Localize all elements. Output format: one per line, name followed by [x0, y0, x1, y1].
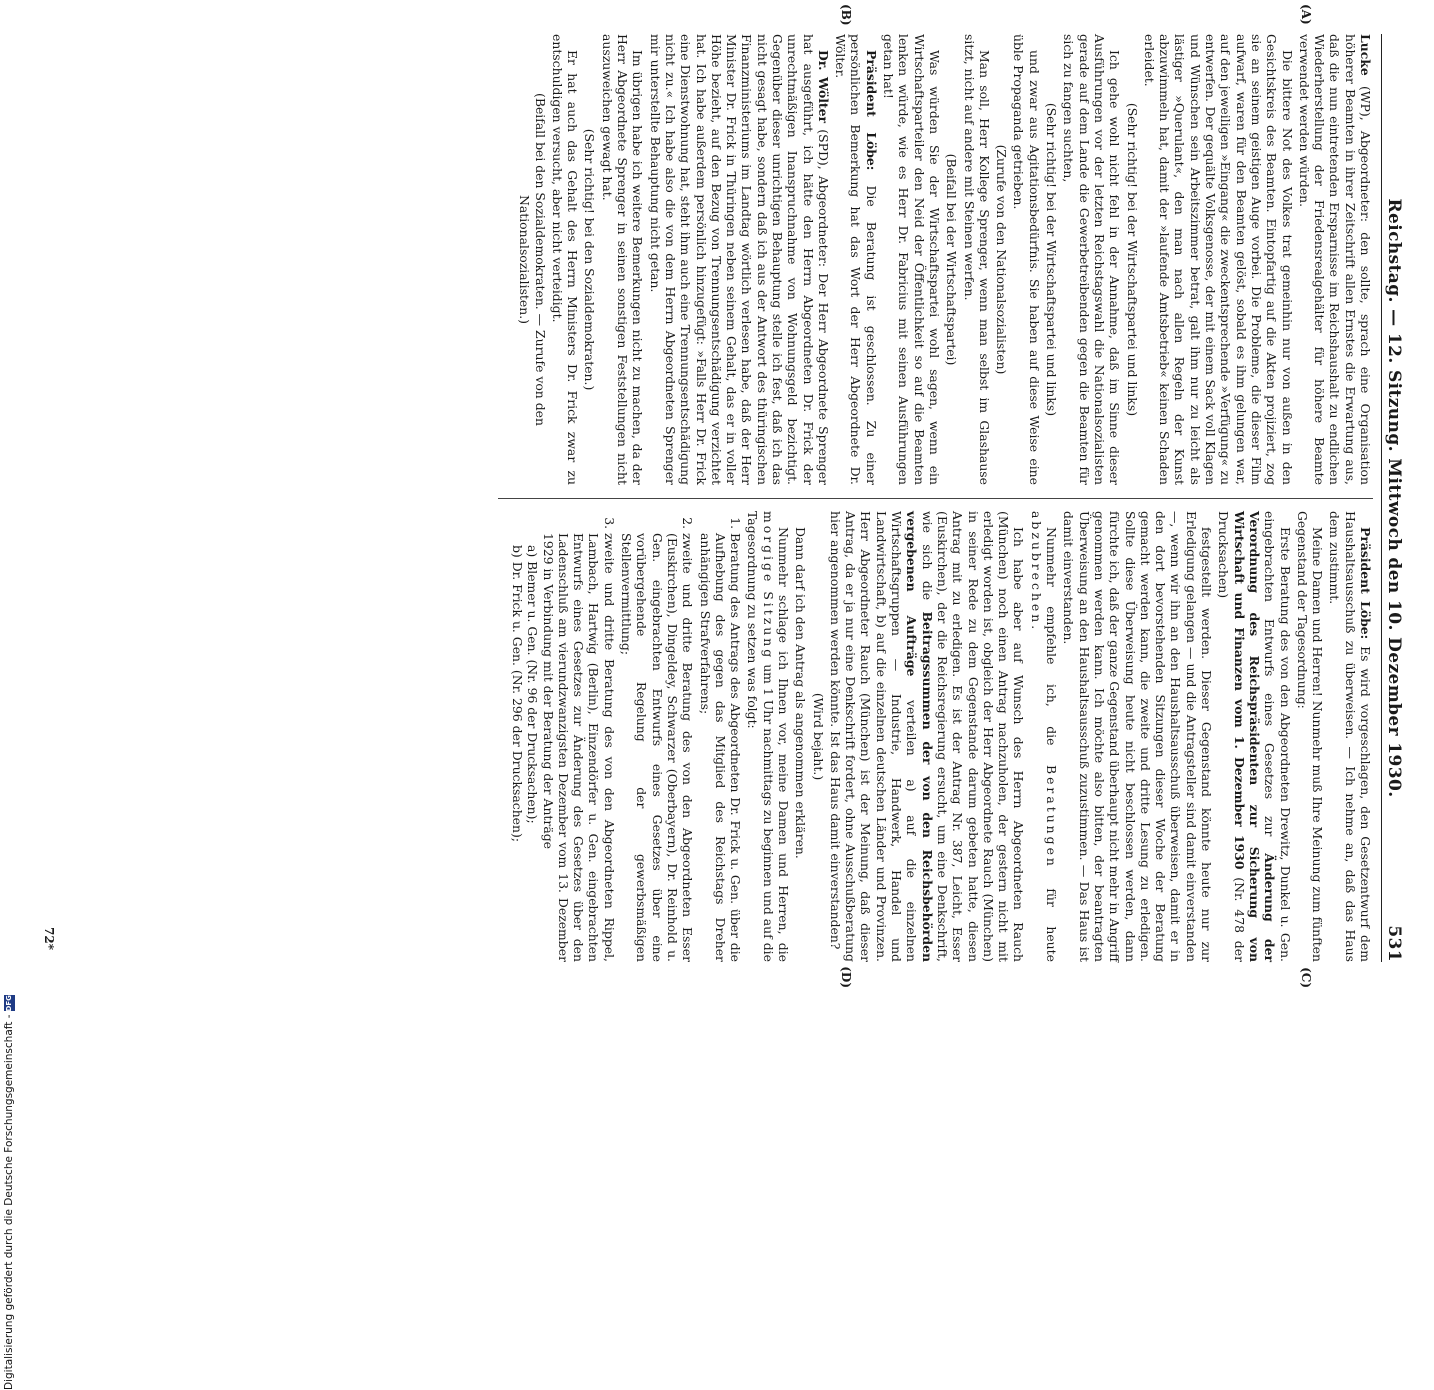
- spaced-text: abzubrechen.: [1028, 511, 1044, 633]
- margin-tag-d: (D): [839, 966, 853, 988]
- text-run: um 1 Uhr nachmittags zu beginnen und auf die Tagesordnung zu setzen was folgt:: [745, 511, 776, 962]
- sub-item: b) Dr. Frick u. Gen. (Nr. 296 der Drucksachen);: [509, 545, 525, 842]
- speaker-name: Präsident Löbe:: [1358, 527, 1373, 640]
- speech-text: Die Beratung ist geschlossen. Zu einer persönlichen Bemerkung hat das Wort der Herr Abgeordnete Dr. Wölter.: [833, 34, 879, 485]
- left-column: [508, 4, 1373, 485]
- agenda-list-item: [510, 533, 617, 962]
- agenda-text: Erste Beratung des von den Abgeordneten Drewitz, Dunkel u. Gen. eingebrachten Entwurfs eines Gesetzes zur: [1262, 511, 1293, 962]
- credit-text: Digitalisierung gefördert durch die Deutsche Forschungsgemeinschaft -: [3, 1014, 15, 1390]
- text-run: Ich habe aber auf Wunsch des Herrn Abgeordneten Rauch (München) noch einen Antrag nachzuholen, der gestern nicht mit erledigt worden ist, obgleich der Herr Abgeordnete Rauch (München) in seiner Rede zu dem Gegenstande darum gebeten hatte, diesen Antrag mit zu erledigen. Es ist der Antrag Nr. 387, Leicht, Esser (Euskirchen), der die Reichsregierung ersucht, um eine Denkschrift, wie sich die: [919, 511, 1027, 962]
- right-column: [508, 511, 1373, 988]
- agenda-list-item: 2. zweite und dritte Beratung des von den Abgeordneten Esser (Euskirchen), Dingeldey, Schwarzer (Oberbayern), Dr. Reinhold u. Gen. eingebrachten Entwurfs eines Gesetzes über eine vorübergehende Regelung der gewerbsmäßigen Stellenvermittlung;: [619, 533, 695, 962]
- interjection: (Sehr richtig! bei den Sozialdemokraten.): [582, 128, 598, 391]
- margin-tag-a: (A): [1299, 4, 1313, 25]
- paragraph: Meine Damen und Herren! Nunmehr muß Ihre Meinung zum fünften Gegenstand der Tagesordnung:: [1294, 511, 1326, 962]
- margin-tag-c: (C): [1299, 967, 1313, 988]
- paragraph: Er hat auch das Gehalt des Herrn Ministers Dr. Frick zwar zu entschuldigen versucht, aber nicht verteidigt.: [549, 34, 581, 485]
- page-header: [1381, 34, 1404, 962]
- text-run: Nunmehr schlage ich Ihnen vor, meine Damen und Herren, die: [776, 527, 792, 962]
- speech-text: (WP), Abgeordneter: den sollte, sprach eine Organisation höherer Beamten in ihrer Zeitschrift allen Ernstes die Erwartung aus, daß die nun eintretenden Ersparnisse im Reichshaushalt zu endlichen Wiederherstellung der Friedensrealgehälter für höhere Beamte verwendet werden würden.: [1296, 34, 1373, 485]
- signature-mark: 72*: [42, 927, 56, 950]
- paragraph: Man soll, Herr Kollege Sprenger, wenn man selbst im Glashause sitzt, nicht auf andere mit Steinen werfen.: [961, 34, 992, 485]
- interjection: (Beifall bei der Wirtschaftspartei): [944, 153, 960, 366]
- text-run: Nunmehr empfehle ich, die: [1044, 527, 1060, 746]
- bold-text: Beitragssummen der von den Reichsbehörden vergebenen Aufträge: [904, 511, 935, 962]
- speaker-name: Lucke: [1358, 34, 1373, 76]
- page-number: 531: [1384, 925, 1404, 962]
- paragraph: Im übrigen habe ich weitere Bemerkungen nicht zu machen, da der Herr Abgeordnete Sprenger in seinen sonstigen Feststellungen nicht auszuweichen gewagt hat.: [599, 34, 646, 485]
- sub-item: a) Blemer u. Gen. (Nr. 96 der Drucksachen);: [525, 545, 541, 824]
- newspaper-page: [34, 0, 1434, 990]
- paragraph: Ich gehe wohl nicht fehl in der Annahme, daß im Sinne dieser Ausführungen vor der letzten Reichstagswahl die Nationalsozialisten gerade auf dem Lande die Gewerbetreibenden gegen die Beamten für sich zu fangen suchten,: [1061, 34, 1123, 485]
- text-run: verteilen a) auf die einzelnen Wirtschaftsgruppen — Industrie, Handwerk, Handel und Landwirtschaft, b) auf die einzelnen deutschen Länder und Provinzen. Herr Abgeordneter Rauch (München) ist der Meinung, daß dieser Antrag, da er ja nur eine Denkschrift fordert, ohne Ausschußberatung hier angenommen werden könnte. Ist das Haus damit einverstanden?: [827, 511, 920, 962]
- column-divider: [498, 498, 1373, 499]
- agenda-list-item: 1. Beratung des Antrags des Abgeordneten Dr. Frick u. Gen. über die Aufhebung des gegen das Mitglied des Reichstags Dreher anhängigen Strafverfahrens;: [697, 533, 743, 962]
- spaced-text: morgige Sitzung: [760, 511, 776, 661]
- interjection: (Sehr richtig! bei der Wirtschaftspartei und links): [1044, 102, 1060, 417]
- agenda-list: [510, 511, 743, 962]
- agenda-list-text: zweite und dritte Beratung des von den Abgeordneten Rippel, Lambach, Hartwig (Berlin), Einzendörfer u. Gen. eingebrachten Entwurfs eines Gesetzes zur Änderung des Gesetzes über den Ladenschluß am vierundzwanzigsten Dezember vom 13. Dezember 1929 in Verbindung mit der Beratung der Anträge: [540, 533, 617, 962]
- paragraph: Die bittere Not des Volkes trat gemeinhin nur von außen in den Gesichtskreis des Beamten. Eintopfartig auf die Akten projiziert, zog sie an seinem geistigen Auge vorbei. Die Probleme, die dieser Film aufwarf, waren für den Beamten gelöst, sobald es ihm gelungen war, auf den jeweiligen »Eingang« die zweckentsprechende »Verfügung« zu entwerfen. Der gequälte Volksgenosse, der mit einem Sack voll Klagen und Wünschen sein Arbeitszimmer betrat, galt ihm nur zu leicht als lästiger »Querulant«, den man nach allen Regeln der Kunst abzuwimmeln hat, damit der »laufende Amtsbetrieb« keinen Schaden erleidet.: [1141, 34, 1295, 485]
- interjection: (Wird bejaht.): [810, 692, 826, 781]
- interjection: (Beifall bei den Sozialdemokraten. — Zurufe von den Nationalsozialisten.): [517, 93, 548, 426]
- paragraph: festgestellt werden. Dieser Gegenstand könnte heute nur zur Erledigung gelangen — und die Antragsteller sind damit einverstanden —, wenn wir ihn an den Haushaltsausschuß überweisen, damit er in den dort bevorstehenden Sitzungen dieser Woche der Beratung gemacht werden kann, die zweite und dritte Lesung zu erledigen. Sollte diese Überweisung heute nicht beschlossen werden, dann fürchte ich, daß der ganze Gegenstand überhaupt nicht mehr in Angriff genommen werden kann. Ich möchte also bitten, der beantragten Überweisung an den Haushaltsausschuß zuzustimmen. — Das Haus ist damit einverstanden.: [1061, 511, 1215, 962]
- paragraph: [647, 34, 831, 485]
- columns: [508, 4, 1373, 988]
- speech-text: (SPD), Abgeordneter: Der Herr Abgeordnete Sprenger hat ausgeführt, ich hätte den Herrn Abgeordneten Dr. Frick der unrechtmäßigen Inanspruchnahme von Wohnungsgeld bezichtigt. Gegenüber dieser unrichtigen Behauptung stelle ich fest, daß ich das nicht gesagt habe, sondern daß ich aus der Antwort des thüringischen Finanzministeriums im Landtag wörtlich verlesen habe, daß der Herr Minister Dr. Frick in Thüringen neben seinem Gehalt, das er in voller Höhe bezieht, auf den Bezug von Trennungsentschädigung verzichtet hat. Ich habe außerdem persönlich hinzugefügt: »Falls Herr Dr. Frick eine Dienstwohnung hat, steht ihm auch eine Trennungsentschädigung nicht zu.« Ich habe also die von dem Herrn Abgeordneten Sprenger mir unterstellte Behauptung nicht getan.: [647, 34, 831, 485]
- page-title: Reichstag. — 12. Sitzung. Mittwoch den 10. Dezember 1930.: [1384, 198, 1404, 798]
- interjection: (Sehr richtig! bei der Wirtschaftspartei und links): [1124, 102, 1140, 417]
- paragraph: [1028, 511, 1059, 962]
- paragraph: [1327, 511, 1373, 962]
- agenda-title: Änderung der Verordnung des Reichspräsidenten zur Sicherung von Wirtschaft und Finanzen vom 1. Dezember 1930: [1231, 511, 1278, 962]
- interjection: (Zurufe von den Nationalsozialisten): [994, 144, 1010, 375]
- paragraph: [745, 511, 791, 962]
- margin-tag-b: (B): [839, 4, 853, 26]
- text-run: für heute: [1044, 888, 1060, 962]
- paragraph: Dann darf ich den Antrag als angenommen erklären.: [793, 527, 809, 859]
- paragraph: Was würden Sie der Wirtschaftspartei wohl sagen, wenn ein Wirtschaftsparteiler den Neid der Öffentlichkeit so auf die Beamten lenken würde, wie es Herr Dr. Fabricius mit seinen Ausführungen getan hat!: [881, 34, 942, 485]
- agenda-ref: (Nr. 478 der Drucksachen): [1216, 511, 1247, 962]
- speaker-name: Dr. Wölter: [815, 50, 831, 124]
- paragraph: [833, 34, 879, 485]
- dfg-logo: DFG: [4, 995, 13, 1012]
- paragraph: und zwar aus Agitationsbedürfnis. Sie haben auf diese Weise eine üble Propaganda getrieben.: [1011, 34, 1042, 485]
- paragraph: [1297, 34, 1373, 485]
- agenda-item: [1216, 511, 1292, 962]
- spaced-text: Beratungen: [1044, 764, 1060, 869]
- speaker-name: Präsident Löbe:: [863, 50, 879, 171]
- speech-text: Es wird vorgeschlagen, den Gesetzentwurf dem Haushaltsausschuß zu überweisen. — Ich nehme an, daß das Haus dem zustimmt.: [1327, 511, 1373, 962]
- paragraph: [828, 511, 1027, 962]
- digitization-credit: [2, 995, 16, 1390]
